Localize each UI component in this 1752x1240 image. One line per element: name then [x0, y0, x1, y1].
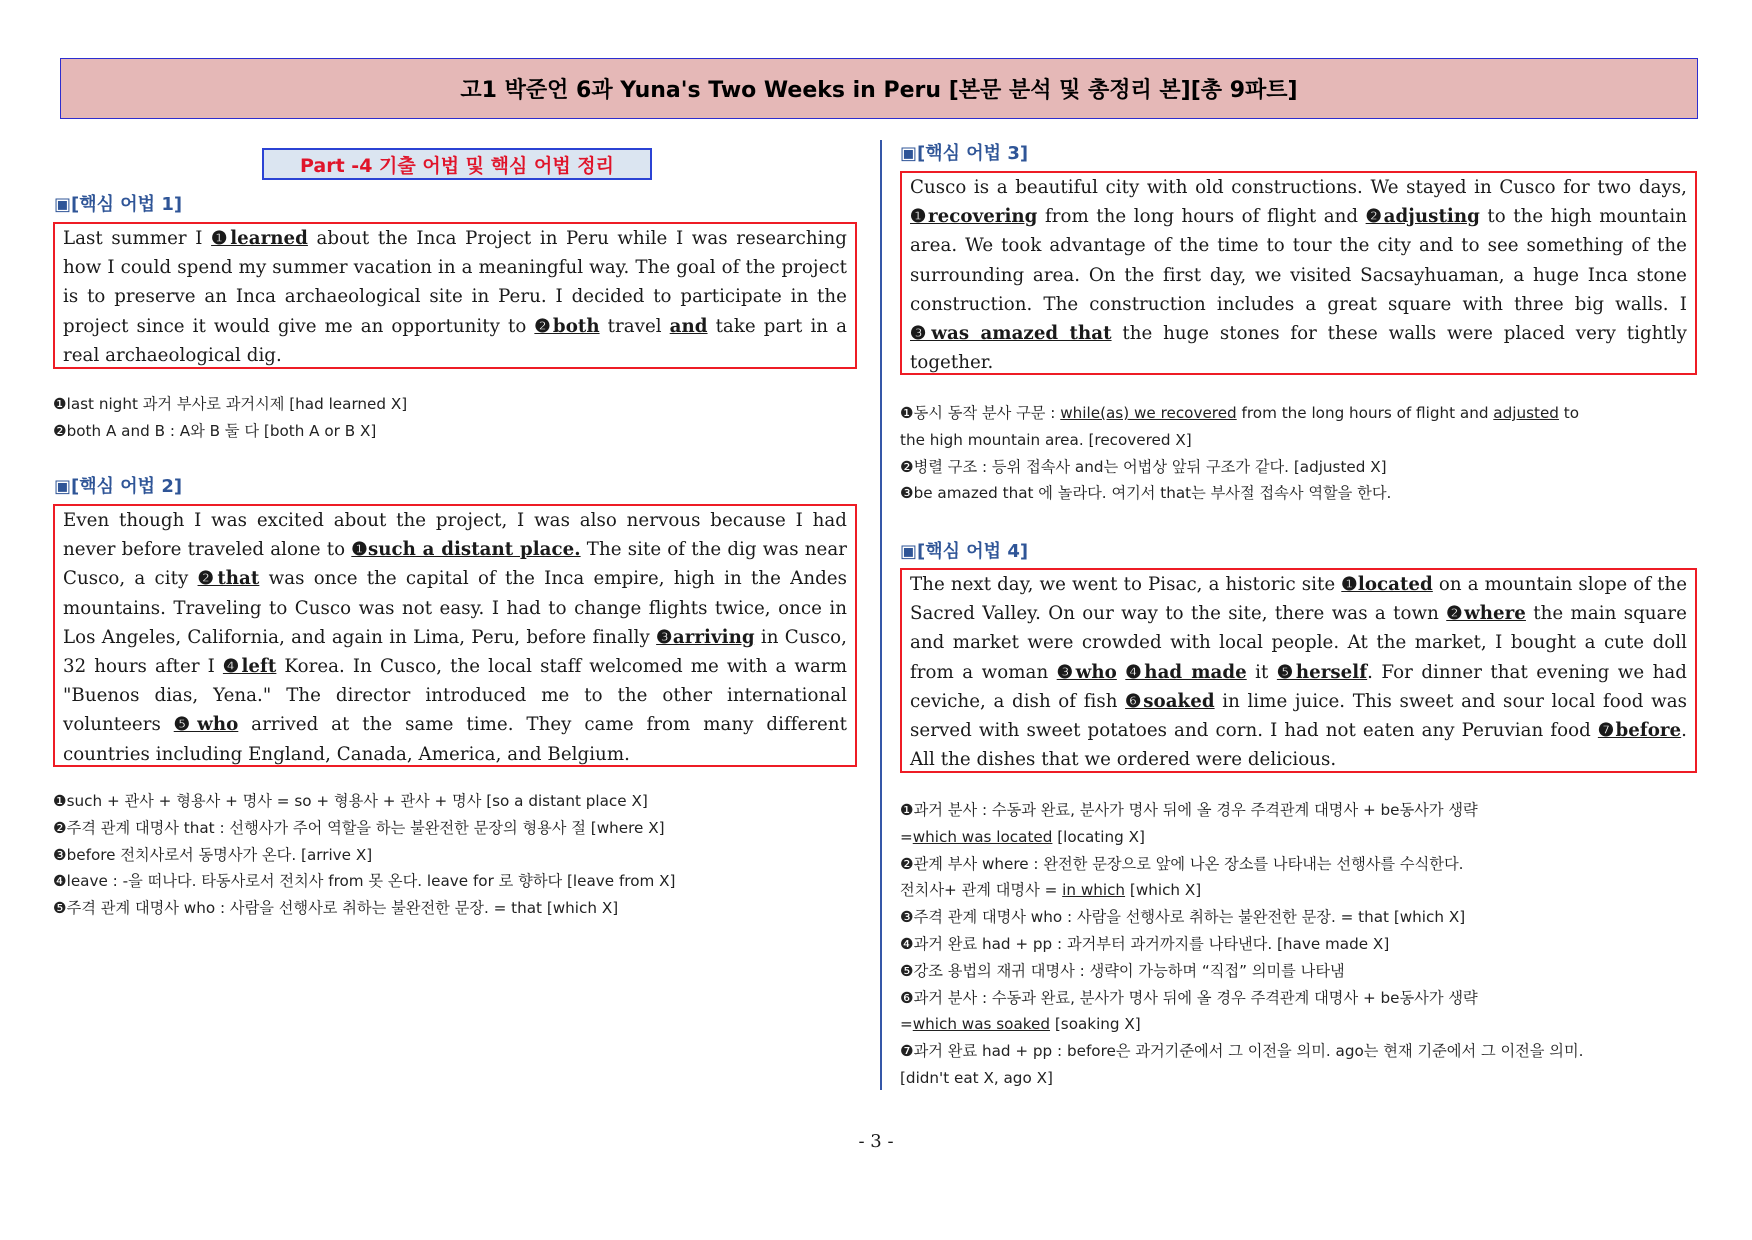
text-run: while(as) we recovered: [1060, 404, 1237, 422]
grammar-point: ❷both: [534, 315, 600, 337]
note-line: ❺주격 관계 대명사 who : 사람을 선행사로 취하는 불완전한 문장. = that [which X]: [53, 899, 619, 918]
text-run: [which X]: [1125, 881, 1202, 900]
grammar-point: ❷adjusting: [1365, 206, 1480, 228]
notes-1: [53, 391, 857, 445]
grammar-point: ❹left: [222, 656, 277, 678]
text-run: adjusted: [1493, 404, 1559, 422]
page-number: - 3 -: [858, 1131, 894, 1152]
passage-4: [910, 570, 1687, 774]
note-line: ❶last night 과거 부사로 과거시제 [had learned X]: [53, 395, 408, 413]
text-run: Cusco is a beautiful city with old constructions. We stayed in Cusco for two days,: [910, 177, 1687, 198]
note-line: ❷both A and B : A와 B 둘 다 [both A or B X]: [53, 421, 377, 440]
text-run: to: [1558, 404, 1580, 422]
text-run: which was soaked: [912, 1015, 1051, 1034]
grammar-point: ❷that: [197, 568, 260, 590]
passage-2: [63, 506, 847, 769]
text-run: on a mountain slope of the Sacred Valley. On our way to the site, there was a town: [910, 574, 1688, 625]
grammar-point: ❹had made: [1125, 661, 1247, 683]
text-run: it: [1246, 661, 1277, 683]
text-run: Korea. In Cusco, the local staff welcomed me with a warm "Buenos dias, Yena." The director introduced me to the other international volunteers: [63, 656, 847, 736]
grammar-point: ❶located: [1341, 574, 1433, 595]
note-line: ❹leave : -을 떠나다. 타동사로서 전치사 from 못 온다. leave for 로 향하다 [leave from X]: [53, 872, 676, 891]
note-line: ❹과거 완료 had + pp : 과거부터 과거까지를 나타낸다. [have made X]: [900, 934, 1390, 953]
text-run: was once the capital of the Inca empire, high in the Andes mountains. Traveling to Cusco was not easy. I had to change flights twice, once in Los Angeles, California, and again in Lima, Peru, before finally: [63, 568, 847, 648]
note-line: ❸be amazed that 에 놀라다. 여기서 that는 부사절 접속사 역할을 한다.: [900, 484, 1392, 503]
note-line: ❶such + 관사 + 형용사 + 명사 = so + 형용사 + 관사 + 명사 [so a distant place X]: [53, 792, 648, 810]
note-line: ❼과거 완료 had + pp : before은 과거기준에서 그 이전을 의미. ago는 현재 기준에서 그 이전을 의미.: [900, 1042, 1584, 1061]
note-line: ❻과거 분사 : 수동과 완료, 분사가 명사 뒤에 올 경우 주격관계 대명사 + be동사가 생략: [900, 988, 1478, 1007]
document-title-text: 고1 박준언 6과 Yuna's Two Weeks in Peru [본문 분석 및 총정리 본][총 9파트]: [460, 78, 1298, 103]
text-run: [soaking X]: [1050, 1015, 1141, 1034]
passage-box-3: [900, 171, 1697, 375]
note-line: [900, 400, 1697, 427]
text-run: [locating X]: [1052, 827, 1145, 846]
text-run: travel: [599, 315, 670, 337]
notes-3: [900, 400, 1697, 507]
grammar-point: ❼before: [1597, 720, 1682, 742]
grammar-point: ❸arriving: [656, 626, 755, 648]
text-run: the main square and market were crowded with local people. At the market, I bought a cute doll from a woman: [910, 603, 1687, 683]
text-run: in lime juice. This sweet and sour local food was served with sweet potatoes and corn. I had not eaten any Peruvian food: [910, 690, 1688, 742]
text-run: about the Inca Project in Peru while I was researching how I could spend my summer vacation in a meaningful way. The goal of the project is to preserve an Inca archaeological site in Peru. I decided to participate in the project since it would give me an opportunity to: [63, 228, 847, 337]
document-title: [60, 58, 1698, 119]
text-run: . All the dishes that we ordered were delicious.: [910, 720, 1687, 771]
grammar-point: and: [669, 315, 708, 337]
note-line: [900, 824, 1697, 851]
note-line: [didn't eat X, ago X]: [900, 1068, 1053, 1087]
passage-3: [910, 173, 1687, 377]
grammar-point: ❺herself: [1276, 661, 1368, 683]
note-line: ❶과거 분사 : 수동과 완료, 분사가 명사 뒤에 올 경우 주격관계 대명사 + be동사가 생략: [900, 801, 1478, 819]
text-run: from the long hours of flight and: [1037, 206, 1366, 228]
note-line: ❺강조 용법의 재귀 대명사 : 생략이 가능하며 “직접” 의미를 나타냄: [900, 961, 1345, 980]
note-line: ❷관계 부사 where : 완전한 문장으로 앞에 나온 장소를 나타내는 선행사를 수식한다.: [900, 854, 1464, 873]
grammar-point: ❸who: [1056, 661, 1117, 683]
text-run: take part in a real archaeological dig.: [63, 315, 847, 366]
grammar-point: ❸was amazed that: [910, 323, 1112, 345]
notes-4: [900, 797, 1697, 1092]
text-run: The site of the dig was near Cusco, a city: [63, 539, 848, 590]
text-run: in which: [1062, 881, 1126, 900]
text-run: in Cusco, 32 hours after I: [63, 626, 847, 678]
text-run: 전치사+ 관계 대명사 =: [900, 881, 1063, 900]
note-line: ❸주격 관계 대명사 who : 사람을 선행사로 취하는 불완전한 문장. = that [which X]: [900, 908, 1466, 927]
part-title: [262, 148, 652, 180]
passage-box-4: [900, 568, 1697, 773]
text-run: =: [900, 827, 913, 846]
text-run: The next day, we went to Pisac, a historic site: [910, 574, 1342, 595]
grammar-point: ❶such a distant place.: [351, 539, 581, 561]
section-title-4: ▣[핵심 어법 4]: [900, 541, 1029, 562]
text-run: ❶동시 동작 분사 구문 :: [900, 404, 1061, 422]
text-run: which was located: [912, 827, 1053, 846]
text-run: . For dinner that evening we had ceviche, a dish of fish: [910, 661, 1688, 712]
passage-box-1: [53, 222, 857, 369]
passage-1: [63, 224, 847, 370]
note-line: [900, 1011, 1697, 1038]
section-title-1: ▣[핵심 어법 1]: [54, 194, 183, 215]
text-run: the huge stones for these walls were placed very tightly together.: [910, 323, 1687, 374]
part-title-text: Part -4 기출 어법 및 핵심 어법 정리: [300, 154, 614, 177]
note-line: ❷병렬 구조 : 등위 접속사 and는 어법상 앞뒤 구조가 같다. [adjusted X]: [900, 457, 1387, 476]
grammar-point: ❷where: [1446, 603, 1526, 625]
grammar-point: ❺who: [173, 714, 239, 736]
note-line: ❷주격 관계 대명사 that : 선행사가 주어 역할을 하는 불완전한 문장의 형용사 절 [where X]: [53, 818, 665, 837]
text-run: =: [900, 1015, 913, 1034]
notes-2: [53, 788, 857, 922]
note-line: [900, 877, 1697, 904]
text-run: arrived at the same time. They came from many different countries including England, Canada, America, and Belgium.: [63, 714, 847, 765]
section-title-3: ▣[핵심 어법 3]: [900, 143, 1029, 164]
column-divider: [880, 140, 882, 1090]
grammar-point: ❻soaked: [1125, 690, 1215, 712]
passage-box-2: [53, 504, 857, 767]
text-run: Last summer I: [63, 228, 212, 249]
text-run: from the long hours of flight and: [1236, 404, 1494, 422]
grammar-point: ❶recovering: [910, 206, 1038, 228]
note-line: the high mountain area. [recovered X]: [900, 430, 1192, 449]
grammar-point: ❶learned: [211, 228, 308, 249]
section-title-2: ▣[핵심 어법 2]: [54, 476, 183, 497]
note-line: ❸before 전치사로서 동명사가 온다. [arrive X]: [53, 845, 373, 864]
text-run: to the high mountain area. We took advantage of the time to tour the city and to see something of the surrounding area. On the first day, we visited Sacsayhuaman, a huge Inca stone construction. The construction includes a great square with three big walls. I: [910, 206, 1687, 315]
text-run: Even though I was excited about the project, I was also nervous because I had never before traveled alone to: [63, 510, 847, 561]
